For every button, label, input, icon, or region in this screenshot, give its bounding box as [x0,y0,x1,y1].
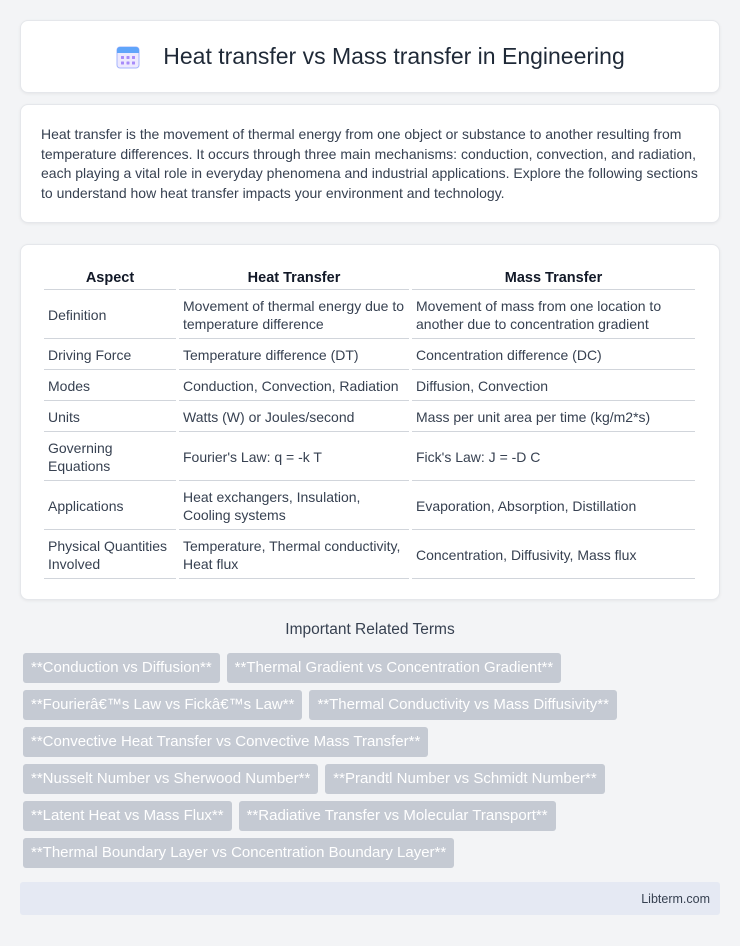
cell-mass: Concentration, Diffusivity, Mass flux [412,532,695,579]
table-row [44,532,695,579]
term-row [23,727,723,757]
footer [20,882,720,915]
term-row [23,838,723,868]
table-row [44,292,695,339]
cell-heat: Fourier's Law: q = -k T [179,434,409,481]
term-row [23,653,723,683]
table-row [44,434,695,481]
cell-mass: Mass per unit area per time (kg/m2*s) [412,403,695,432]
cell-mass: Movement of mass from one location to another due to concentration gradient [412,292,695,339]
term-tag[interactable]: **Conduction vs Diffusion** [23,653,220,683]
term-row [23,764,723,794]
cell-mass: Fick's Law: J = -D C [412,434,695,481]
related-terms [23,653,723,875]
intro-card [20,104,720,223]
comparison-table [41,266,698,581]
page-title: Heat transfer vs Mass transfer in Engineering [163,43,625,69]
cell-aspect: Physical Quantities Involved [44,532,176,579]
table-row [44,341,695,370]
intro-text: Heat transfer is the movement of thermal energy from one object or substance to another resulting from temperature differences. It occurs through three main mechanisms: conduction, convection, and radiation, each playing a vital role in everyday phenomena and industrial applications. Explore the following sections to understand how heat transfer impacts your environment and technology. [41,126,698,201]
calendar-icon [115,44,141,70]
term-tag[interactable]: **Latent Heat vs Mass Flux** [23,801,232,831]
term-row [23,801,723,831]
term-tag[interactable]: **Thermal Boundary Layer vs Concentration Boundary Layer** [23,838,454,868]
term-tag[interactable]: **Radiative Transfer vs Molecular Transport** [239,801,556,831]
cell-mass: Evaporation, Absorption, Distillation [412,483,695,530]
title-wrap [115,43,624,70]
cell-mass: Concentration difference (DC) [412,341,695,370]
cell-aspect: Governing Equations [44,434,176,481]
term-tag[interactable]: **Fourierâ€™s Law vs Fickâ€™s Law** [23,690,302,720]
term-tag[interactable]: **Thermal Gradient vs Concentration Gradient** [227,653,562,683]
term-tag[interactable]: **Convective Heat Transfer vs Convective Mass Transfer** [23,727,428,757]
term-tag[interactable]: **Prandtl Number vs Schmidt Number** [325,764,604,794]
footer-site-link[interactable]: Libterm.com [641,891,710,906]
cell-heat: Watts (W) or Joules/second [179,403,409,432]
cell-heat: Temperature, Thermal conductivity, Heat flux [179,532,409,579]
cell-heat: Conduction, Convection, Radiation [179,372,409,401]
cell-aspect: Applications [44,483,176,530]
cell-heat: Heat exchangers, Insulation, Cooling systems [179,483,409,530]
header-aspect: Aspect [44,268,176,290]
header-heat-transfer: Heat Transfer [179,268,409,290]
term-tag[interactable]: **Nusselt Number vs Sherwood Number** [23,764,318,794]
table-row [44,483,695,530]
cell-heat: Movement of thermal energy due to temperature difference [179,292,409,339]
cell-mass: Diffusion, Convection [412,372,695,401]
term-row [23,690,723,720]
table-row [44,403,695,432]
cell-aspect: Units [44,403,176,432]
related-terms-title: Important Related Terms [285,621,455,638]
header-card [20,20,720,93]
cell-aspect: Definition [44,292,176,339]
cell-heat: Temperature difference (DT) [179,341,409,370]
comparison-table-card [20,244,720,600]
cell-aspect: Modes [44,372,176,401]
header-mass-transfer: Mass Transfer [412,268,695,290]
cell-aspect: Driving Force [44,341,176,370]
term-tag[interactable]: **Thermal Conductivity vs Mass Diffusivity** [309,690,616,720]
table-row [44,372,695,401]
table-header-row [44,268,695,290]
